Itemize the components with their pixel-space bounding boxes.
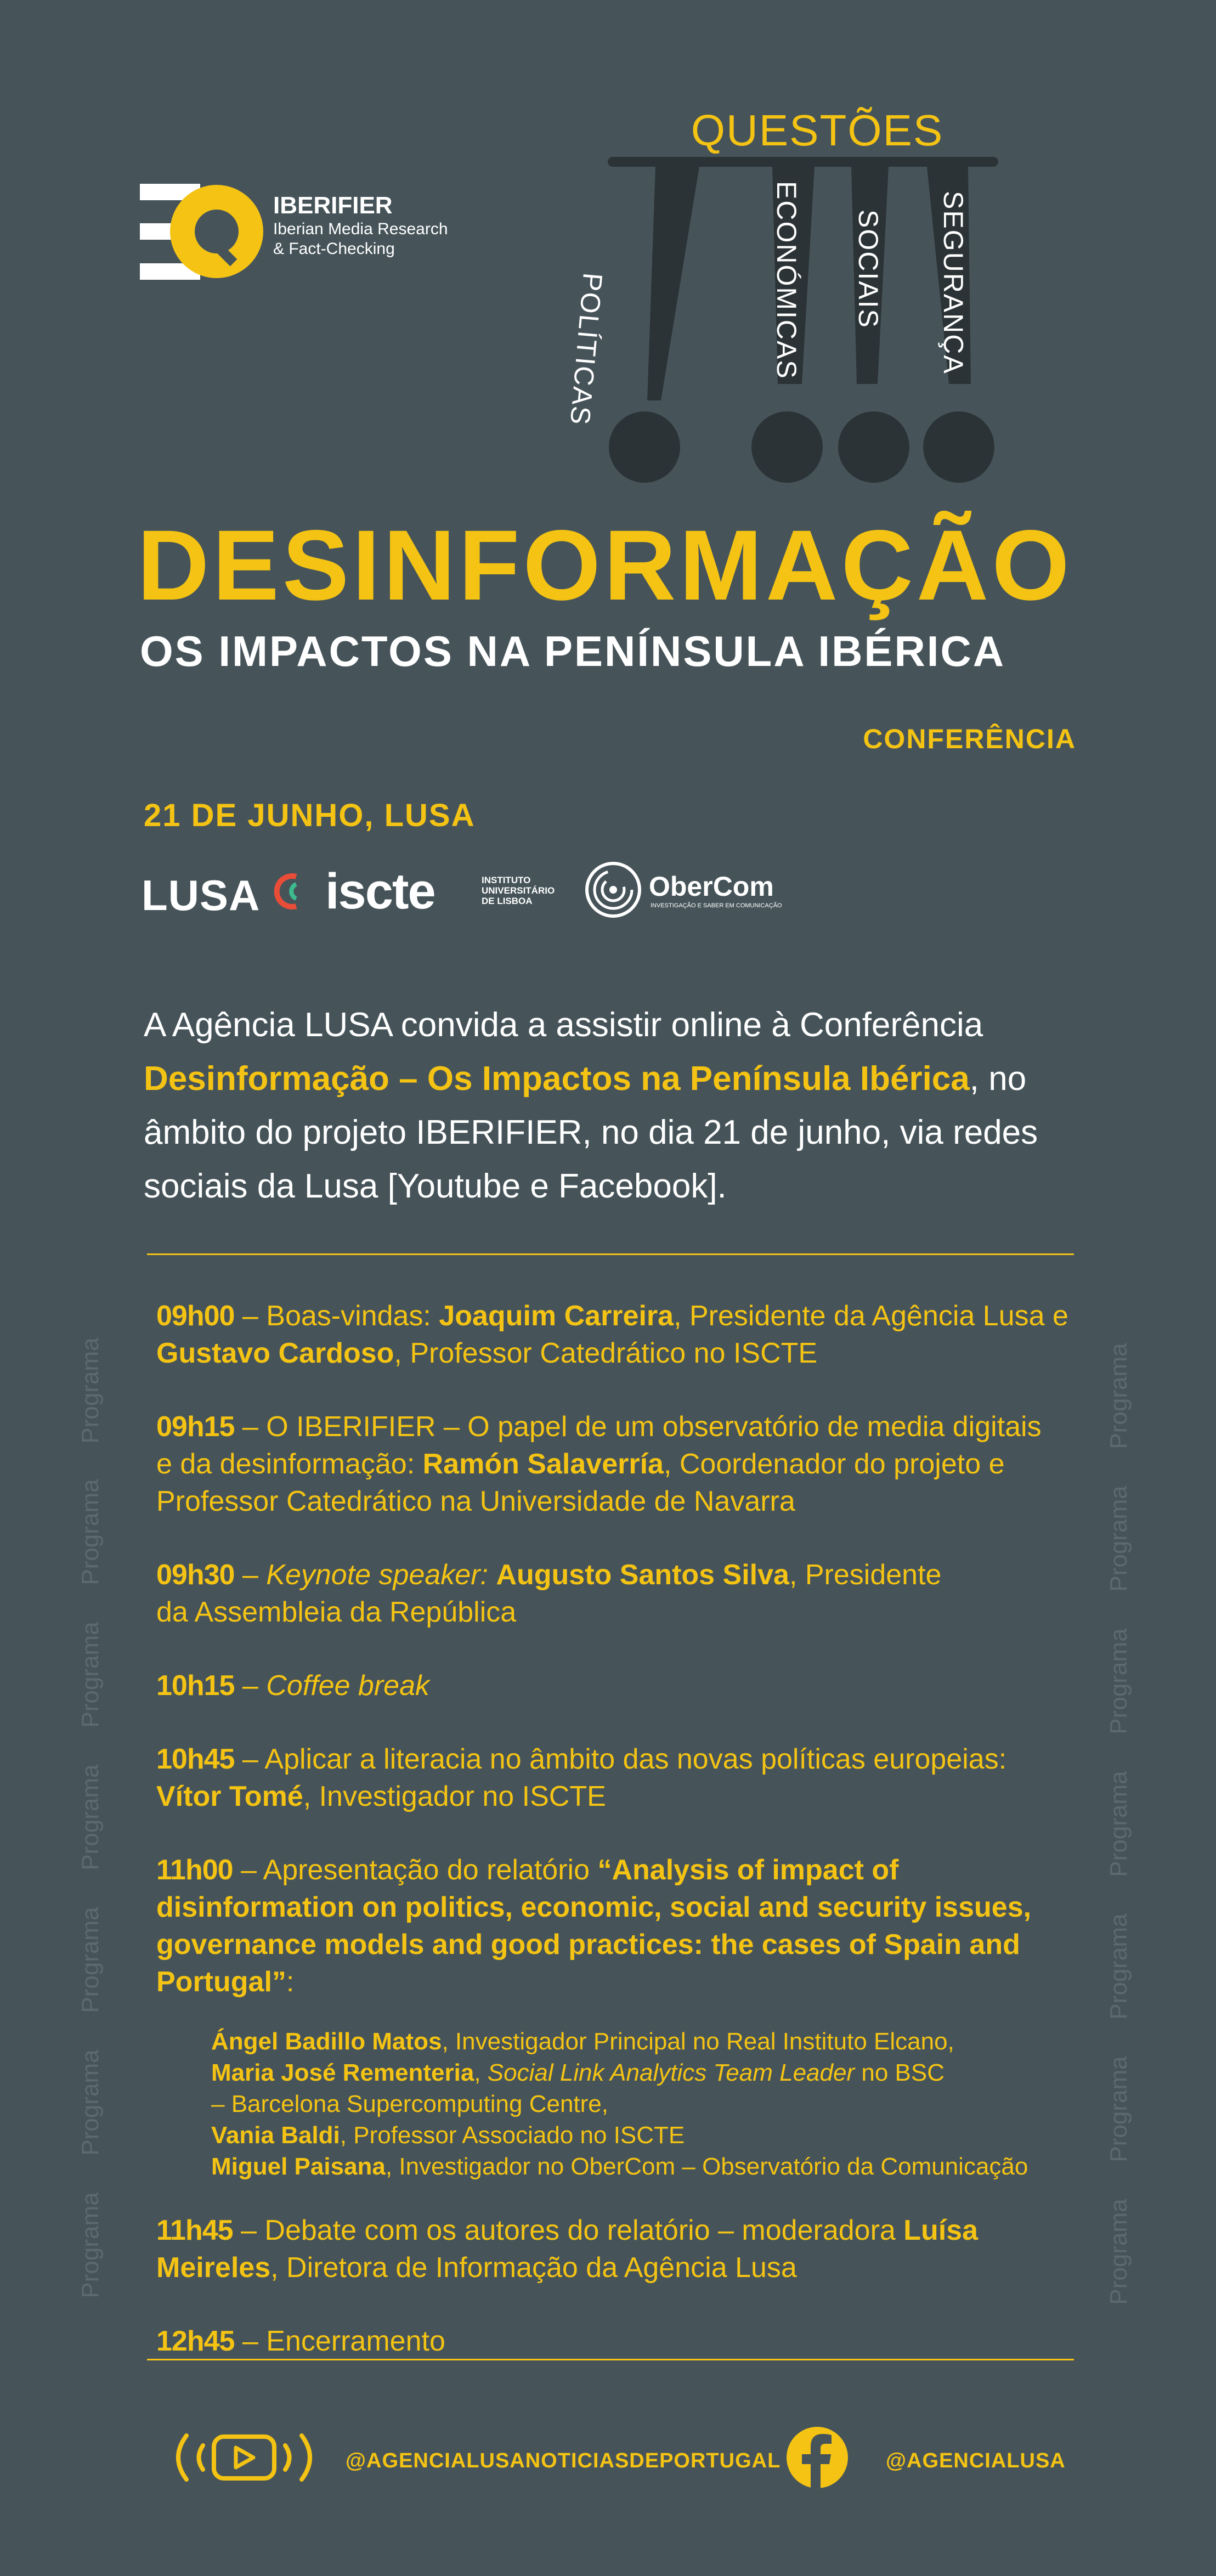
program-item: 10h15 – Coffee break <box>156 1670 430 1702</box>
event-subtitle: OS IMPACTOS NA PENÍNSULA IBÉRICA <box>140 627 1006 675</box>
obercom-subtitle: INVESTIGAÇÃO E SABER EM COMUNICAÇÃO <box>651 902 782 909</box>
program-item: 11h00 – Apresentação do relatório “Analysis of impact of disinformation on politics, economic, social and security issues, governance models and good practices: the cases of Spain and Portugal”: <box>156 1854 1032 1998</box>
program-list <box>156 1297 1089 2396</box>
intro-highlight: Desinformação – Os Impactos na Península Ibérica <box>144 1060 970 1098</box>
event-date: 21 DE JUNHO, LUSA <box>144 798 476 833</box>
program-item: 11h45 – Debate com os autores do relatório – moderadora Luísa Meireles, Diretora de Informação da Agência Lusa <box>156 2215 979 2284</box>
iscte-logo: iscte <box>325 863 435 919</box>
questoes-label-politicas: POLÍTICAS <box>564 272 609 427</box>
event-type: CONFERÊNCIA <box>863 724 1076 754</box>
iberifier-tagline-2: & Fact-Checking <box>273 240 395 258</box>
program-item: 09h00 – Boas-vindas: Joaquim Carreira, Presidente da Agência Lusa e Gustavo Cardoso, Professor Catedrático no ISCTE <box>156 1300 1068 1369</box>
obercom-logo: OberCom <box>649 871 774 902</box>
program-item: 10h45 – Aplicar a literacia no âmbito das novas políticas europeias: Vítor Tomé, Investigador no ISCTE <box>156 1743 1007 1812</box>
questoes-label-economicas: ECONÓMICAS <box>771 181 802 380</box>
youtube-icon[interactable] <box>165 2425 324 2490</box>
event-title: DESINFORMAÇÃO <box>137 509 1073 621</box>
divider-top <box>147 1253 1074 1255</box>
program-item: 09h15 – O IBERIFIER – O papel de um observatório de media digitais e da desinformação: Ramón Salaverría, Coordenador do projeto e Professor Catedrático na Universidade de Navarra <box>156 1411 1042 1517</box>
iscte-subtitle: INSTITUTO UNIVERSITÁRIO DE LISBOA <box>482 875 555 906</box>
iberifier-mark-icon <box>140 184 266 280</box>
divider-bottom <box>147 2359 1074 2360</box>
obercom-mark-icon <box>585 861 642 919</box>
iberifier-tagline-1: Iberian Media Research <box>273 220 448 238</box>
program-item: 12h45 – Encerramento <box>156 2325 445 2357</box>
program-item: 09h30 – Keynote speaker: Augusto Santos Silva, Presidente da Assembleia da República <box>156 1559 942 1628</box>
questoes-label-sociais: SOCIAIS <box>853 210 884 329</box>
questoes-label-seguranca: SEGURANÇA <box>938 191 969 375</box>
side-labels-left: Programa Programa Programa Programa Programa Programa Programa <box>77 1337 104 2298</box>
side-labels-right: Programa Programa Programa Programa Programa Programa Programa <box>1105 1343 1132 2305</box>
facebook-icon[interactable] <box>784 2425 850 2490</box>
iberifier-name: IBERIFIER <box>273 192 393 219</box>
iberifier-logo <box>140 184 469 280</box>
social-footer <box>165 2425 1097 2490</box>
partner-logos <box>142 858 800 919</box>
questoes-title: QUESTÕES <box>691 106 944 155</box>
lusa-logo: LUSA <box>142 871 261 919</box>
youtube-handle[interactable]: @AGENCIALUSANOTICIASDEPORTUGAL <box>346 2449 781 2472</box>
lusa-mark-icon <box>274 872 302 911</box>
facebook-handle[interactable]: @AGENCIALUSA <box>886 2449 1066 2472</box>
report-speakers: Ángel Badillo Matos, Investigador Principal no Real Instituto Elcano, Maria José Rementeria, Social Link Analytics Team Leader no BSC – Barcelona Supercomputing Centre, Vania Baldi, Professor Associado no ISCTE Miguel Paisana, Investigador no OberCom – Observatório da Comunicação <box>211 2028 1028 2180</box>
intro-paragraph: A Agência LUSA convida a assistir online à Conferência Desinformação – Os Impactos na Península Ibérica, no âmbito do projeto IBERIFIER, no dia 21 de junho, via redes sociais da Lusa [Youtube e Facebook]. <box>144 1006 1038 1205</box>
